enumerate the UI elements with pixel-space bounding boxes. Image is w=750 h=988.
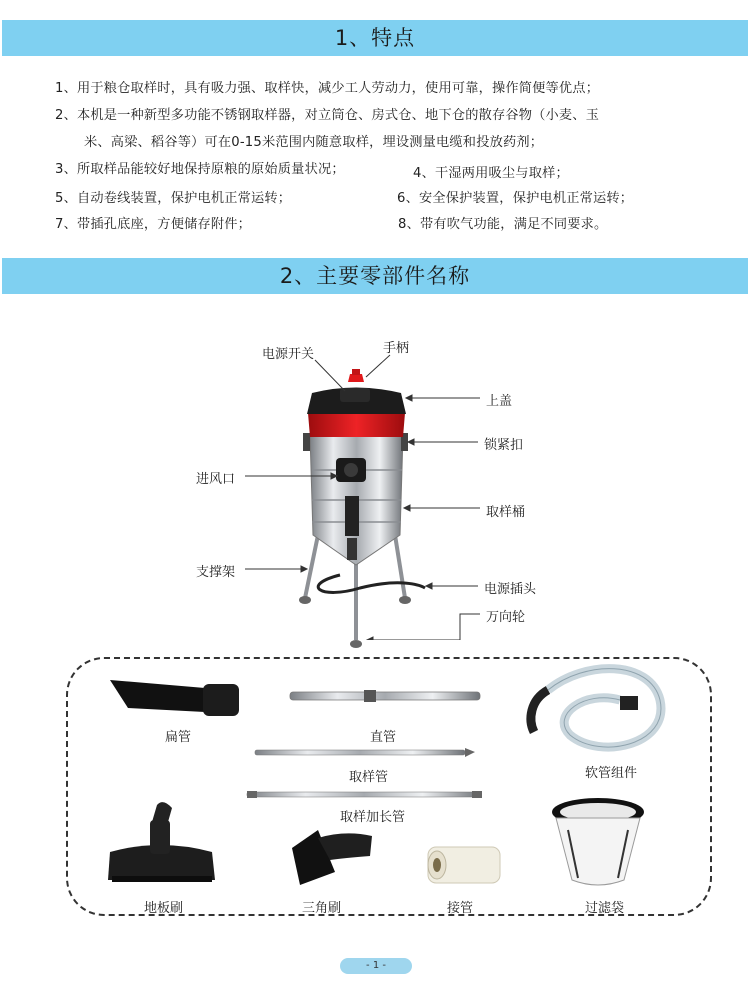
flat-nozzle-image xyxy=(110,680,239,716)
label-lock-buckle: 锁紧扣 xyxy=(484,438,524,453)
label-handle: 手柄 xyxy=(383,341,410,356)
label-sampling-extension-pipe: 取样加长管 xyxy=(340,810,406,825)
feature-line-5: 5、自动卷线装置，保护电机正常运转； xyxy=(55,191,292,206)
label-flat-nozzle: 扁管 xyxy=(165,730,192,745)
feature-line-6: 6、安全保护装置，保护电机正常运转； xyxy=(397,191,634,206)
feature-line-4: 4、干湿两用吸尘与取样； xyxy=(413,166,569,181)
label-hose-assembly: 软管组件 xyxy=(585,766,638,781)
triangle-brush-image xyxy=(292,830,372,885)
section-title-parts: 2、主要零部件名称 xyxy=(2,258,748,294)
feature-line-2-cont: 米、高梁、稻谷等）可在0-15米范围内随意取样，埋设测量电缆和投放药剂； xyxy=(84,135,544,150)
sampling-pipe-image xyxy=(255,748,475,757)
section-title-features: 1、特点 xyxy=(2,20,748,56)
feature-line-3: 3、所取样品能较好地保持原粮的原始质量状况； xyxy=(55,162,345,177)
label-triangle-brush: 三角刷 xyxy=(302,901,342,916)
accessories-illustration xyxy=(0,660,750,920)
sampling-extension-pipe-image xyxy=(247,791,482,798)
label-power-switch: 电源开关 xyxy=(262,347,315,362)
label-caster: 万向轮 xyxy=(486,610,526,625)
label-sample-bucket: 取样桶 xyxy=(486,505,526,520)
label-straight-pipe: 直管 xyxy=(370,730,397,745)
feature-line-2: 2、本机是一种新型多功能不锈钢取样器，对立筒仓、房式仓、地下仓的散存谷物（小麦、玉 xyxy=(55,108,600,123)
feature-line-1: 1、用于粮仓取样时，具有吸力强、取样快，减少工人劳动力，使用可靠，操作简便等优点； xyxy=(55,81,600,96)
straight-pipe-image xyxy=(290,690,480,702)
label-top-cover: 上盖 xyxy=(486,394,513,409)
label-support-frame: 支撑架 xyxy=(196,565,236,580)
callout-lines xyxy=(0,340,750,640)
label-connector: 接管 xyxy=(447,901,474,916)
hose-assembly-image xyxy=(531,669,661,747)
label-floor-brush: 地板刷 xyxy=(144,901,184,916)
floor-brush-image xyxy=(108,802,215,882)
connector-image xyxy=(428,847,500,883)
page-number: - 1 - xyxy=(340,958,412,974)
feature-line-7: 7、带插孔底座，方便储存附件； xyxy=(55,217,252,232)
feature-line-8: 8、带有吹气功能，满足不同要求。 xyxy=(398,217,608,232)
label-filter-bag: 过滤袋 xyxy=(585,901,625,916)
label-air-inlet: 进风口 xyxy=(196,472,236,487)
label-power-plug: 电源插头 xyxy=(484,582,537,597)
label-sampling-pipe: 取样管 xyxy=(349,770,389,785)
filter-bag-image xyxy=(552,798,644,885)
